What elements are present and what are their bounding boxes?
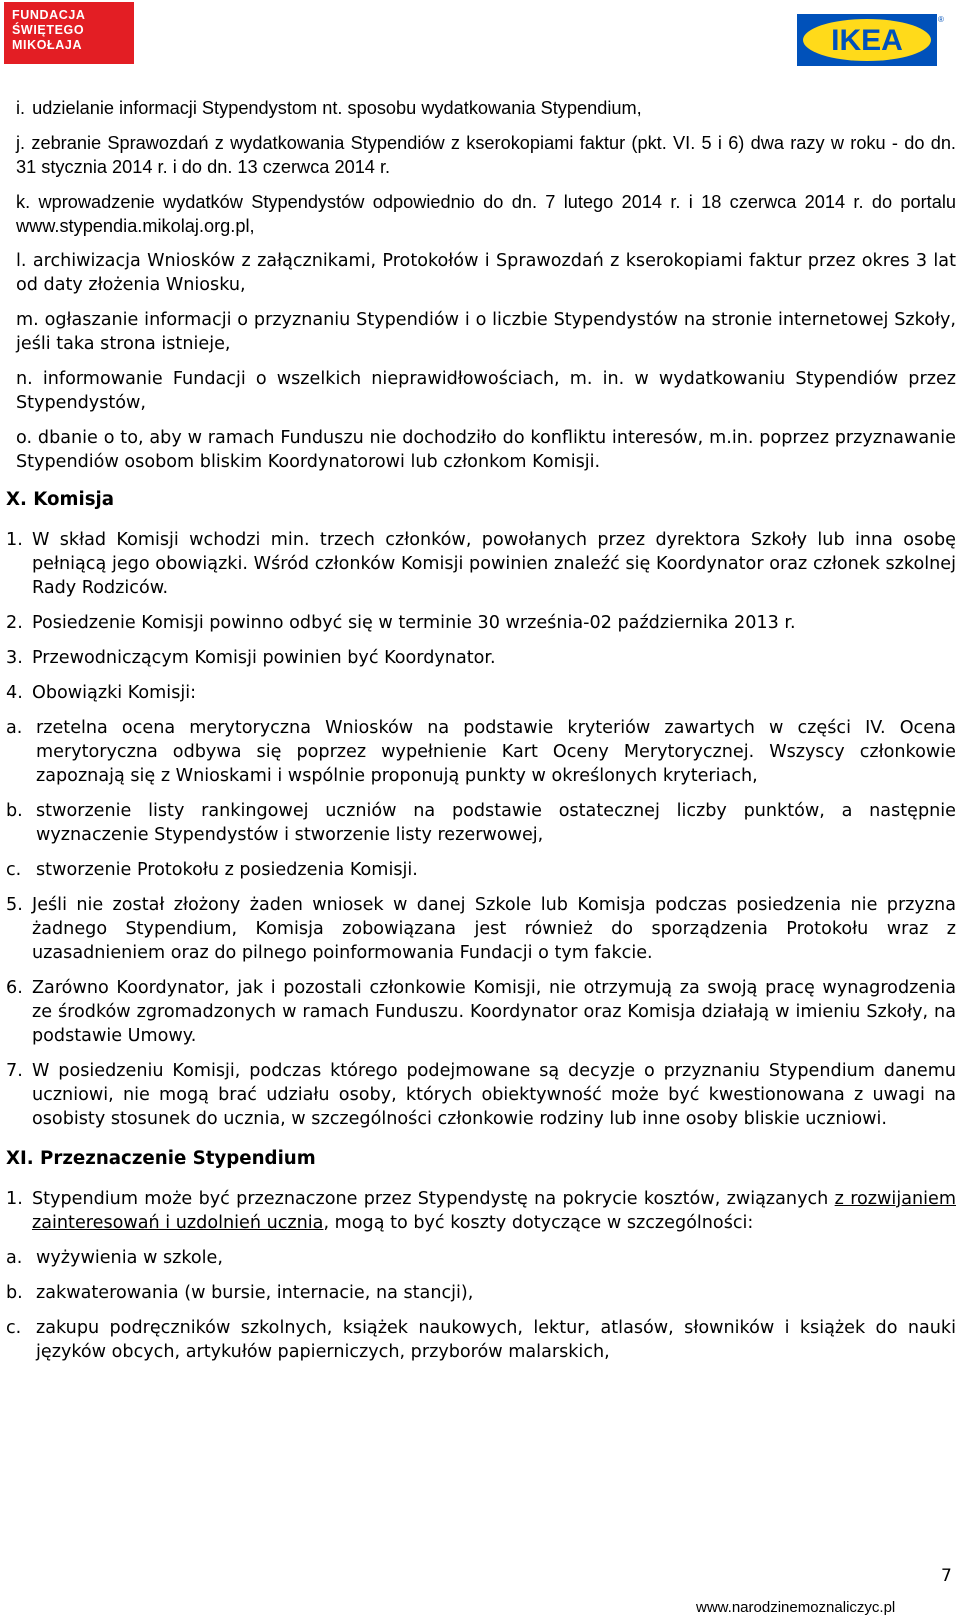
point-text-end: , mogą to być koszty dotyczące w szczególności:: [323, 1213, 754, 1233]
ikea-logo: [797, 14, 942, 66]
list-marker: n.: [16, 369, 33, 389]
sub-point-letter: b.: [6, 1283, 23, 1303]
komisja-duty-c: [6, 858, 956, 882]
list-marker: m.: [16, 310, 39, 330]
point-text: Jeśli nie został złożony żaden wniosek w danej Szkole lub Komisja podczas posiedzenia nie przyzna żadnego Stypendium, Komisja zobowiązana jest również do sporządzenia Protokołu wraz z uzasadnieniem oraz do pilnego poinformowania Fundacji o tym fakcie.: [32, 895, 956, 963]
komisja-point-6: [6, 976, 956, 1048]
komisja-point-2: [6, 611, 956, 635]
point-text: Obowiązki Komisji:: [32, 683, 197, 703]
list-item-m: [16, 308, 956, 356]
komisja-point-4: [6, 681, 956, 705]
point-number: 2.: [6, 613, 23, 633]
sub-point-letter: a.: [6, 1248, 23, 1268]
registered-mark: ®: [938, 15, 944, 24]
list-item-k: [16, 190, 956, 238]
list-item-j: [16, 131, 956, 179]
fundacja-swietego-mikolaja-logo: [4, 2, 134, 64]
komisja-point-7: [6, 1059, 956, 1131]
list-item-i: [16, 96, 956, 120]
footer-url[interactable]: www.narodzinemoznaliczyc.pl: [696, 1599, 896, 1616]
list-marker: o.: [16, 428, 33, 448]
point-number: 4.: [6, 683, 23, 703]
sub-point-text: stworzenie Protokołu z posiedzenia Komisji.: [36, 860, 418, 880]
sub-point-text: wyżywienia w szkole,: [36, 1248, 223, 1268]
ikea-logo-text: IKEA: [831, 24, 903, 57]
logo-line: ŚWIĘTEGO: [12, 23, 85, 37]
point-text: W skład Komisji wchodzi min. trzech członków, powołanych przez dyrektora Szkoły lub inna osobę pełniącą jego obowiązki. Wśród członków Komisji powinien znaleźć się Koordynator oraz członek szkolnej Rady Rodziców.: [32, 530, 956, 598]
point-text: W posiedzeniu Komisji, podczas którego podejmowane są decyzje o przyznaniu Stypendium danemu uczniowi, nie mogą brać udziału osoby, których obiektywność może być kwestionowana z uwagi na osobisty stosunek do ucznia, w szczególności członkowie rodziny lub inne osoby bliskie uczniowi.: [32, 1061, 956, 1129]
list-text: ogłaszanie informacji o przyznaniu Stypendiów i o liczbie Stypendystów na stronie internetowej Szkoły, jeśli taka strona istnieje,: [16, 310, 956, 354]
sub-point-text: zakupu podręczników szkolnych, książek naukowych, lektur, atlasów, słowników i książek do nauki języków obcych, artykułów papierniczych, przyborów malarskich,: [36, 1318, 956, 1362]
sub-point-text: stworzenie listy rankingowej uczniów na podstawie ostatecznej liczby punktów, a następnie wyznaczenie Stypendystów i stworzenie listy rezerwowej,: [36, 801, 956, 845]
list-marker: j.: [16, 133, 26, 153]
list-text: dbanie o to, aby w ramach Funduszu nie dochodziło do konfliktu interesów, m.in. poprzez przyznawanie Stypendiów osobom bliskim Koordynatorowi lub członkom Komisji.: [16, 428, 957, 472]
przeznaczenie-item-a: [6, 1246, 956, 1270]
komisja-point-5: [6, 893, 956, 965]
sub-point-letter: c.: [6, 1318, 22, 1338]
przeznaczenie-point-1: [6, 1187, 956, 1235]
sub-point-text: zakwaterowania (w bursie, internacie, na stancji),: [36, 1283, 474, 1303]
page-number: 7: [941, 1566, 952, 1586]
list-text: informowanie Fundacji o wszelkich nieprawidłowościach, m. in. w wydatkowaniu Stypendiów przez Stypendystów,: [16, 369, 957, 413]
komisja-point-3: [6, 646, 956, 670]
przeznaczenie-item-c: [6, 1316, 956, 1364]
point-text: Przewodniczącym Komisji powinien być Koordynator.: [32, 648, 496, 668]
komisja-duty-b: [6, 799, 956, 847]
section-heading-przeznaczenie: XI. Przeznaczenie Stypendium: [6, 1148, 316, 1169]
list-text: udzielanie informacji Stypendystom nt. sposobu wydatkowania Stypendium,: [32, 98, 642, 118]
komisja-point-1: [6, 528, 956, 600]
list-marker: l.: [16, 251, 27, 271]
point-number: 3.: [6, 648, 23, 668]
list-marker: k.: [16, 192, 31, 212]
point-text: Posiedzenie Komisji powinno odbyć się w terminie 30 września-02 października 2013 r.: [32, 613, 796, 633]
sub-point-letter: c.: [6, 860, 22, 880]
point-number: 7.: [6, 1061, 23, 1081]
list-text: archiwizacja Wniosków z załącznikami, Protokołów i Sprawozdań z kserokopiami faktur przez okres 3 lat od daty złożenia Wniosku,: [16, 251, 956, 295]
section-heading-komisja: X. Komisja: [6, 489, 115, 510]
point-text: [32, 1187, 956, 1235]
sub-point-letter: a.: [6, 718, 23, 738]
list-item-o: [16, 426, 956, 474]
point-number: 1.: [6, 530, 23, 550]
logo-line: MIKOŁAJA: [12, 38, 83, 52]
sub-point-letter: b.: [6, 801, 23, 821]
document-page: [6, 96, 957, 1364]
point-number: 6.: [6, 978, 23, 998]
underlined-phrase: z rozwijaniem zainteresowań i uzdolnień ucznia: [32, 1189, 956, 1233]
point-number: 5.: [6, 895, 23, 915]
point-text-start: Stypendium może być przeznaczone przez Stypendystę na pokrycie kosztów, związanych: [32, 1189, 829, 1209]
list-text: wprowadzenie wydatków Stypendystów odpowiednio do dn. 7 lutego 2014 r. i 18 czerwca 2014 r. do portalu www.stypendia.mikolaj.org.pl,: [16, 192, 956, 236]
point-number: 1.: [6, 1189, 23, 1209]
list-item-l: [16, 249, 956, 297]
list-text: zebranie Sprawozdań z wydatkowania Stypendiów z kserokopiami faktur (pkt. VI. 5 i 6) dwa razy w roku - do dn. 31 stycznia 2014 r. i do dn. 13 czerwca 2014 r.: [16, 133, 956, 177]
point-text: Zarówno Koordynator, jak i pozostali członkowie Komisji, nie otrzymują za swoją pracę wynagrodzenia ze środków zgromadzonych w ramach Funduszu. Koordynator oraz Komisja działają w imieniu Szkoły, na podstawie Umowy.: [32, 978, 956, 1046]
logo-line: FUNDACJA: [12, 8, 86, 22]
przeznaczenie-item-b: [6, 1281, 956, 1305]
komisja-duty-a: [6, 716, 956, 788]
sub-point-text: rzetelna ocena merytoryczna Wniosków na podstawie kryteriów zawartych w części IV. Ocena merytoryczna odbywa się poprzez wypełnienie Kart Oceny Merytorycznej. Wszyscy członkowie zapoznają się z Wnioskami i wspólnie proponują punkty w określonych kryteriach,: [36, 718, 956, 786]
list-marker: i.: [16, 98, 26, 118]
list-item-n: [16, 367, 956, 415]
